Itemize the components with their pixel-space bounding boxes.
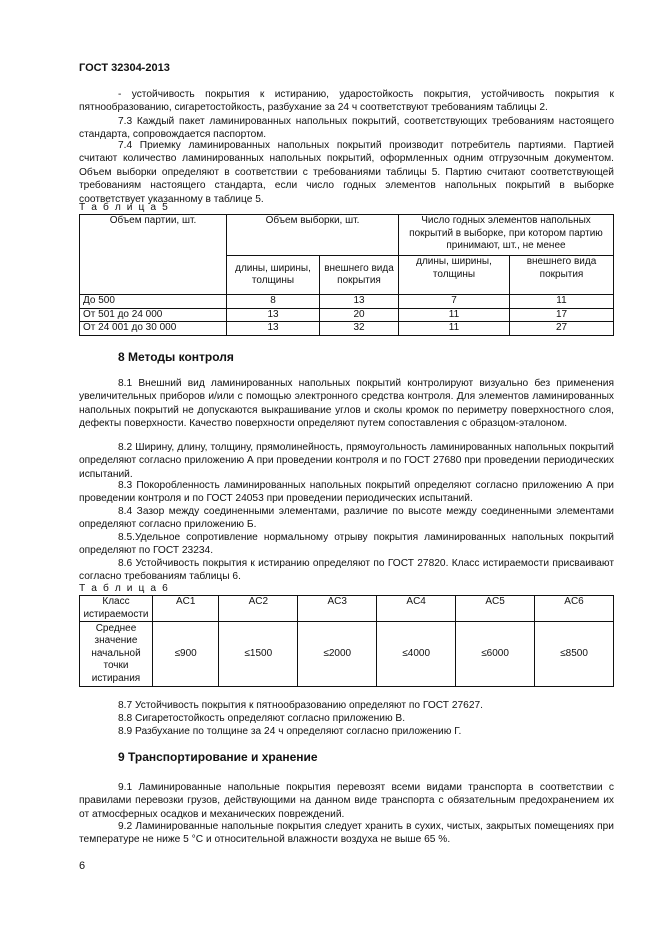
table6-header-ac3: AC3 — [298, 596, 377, 622]
table5-cell: 11 — [399, 308, 510, 322]
table-row — [80, 308, 614, 322]
table6-cell: ≤4000 — [377, 622, 456, 687]
table5-cell: 32 — [320, 322, 399, 336]
paragraph-7-4: 7.4 Приемку ламинированных напольных покрытий производит потребитель партиями. Партией считают количество ламинированных напольных покрытий, оформленных одним отгрузочным документом. Объем выборки определяют в соответствии с требованиями таблицы 5. Партию считают соответствующей требованиям настоящего стандарта, если число годных элементов напольных покрытий в выборке соответствует указанному в таблице 5. — [79, 140, 614, 205]
table5-subheader-dims2: длины, ширины, толщины — [399, 256, 510, 295]
table6-cell: ≤8500 — [535, 622, 614, 687]
table-row — [80, 295, 614, 309]
table5-cell-lot: От 24 001 до 30 000 — [80, 322, 227, 336]
table-row — [80, 622, 614, 687]
table5 — [79, 214, 614, 336]
table6-header-class: Класс истираемости — [80, 596, 153, 622]
section8-title: 8 Методы контроля — [118, 350, 234, 364]
table5-caption: Т а б л и ц а 5 — [79, 202, 170, 213]
paragraph-8-3: 8.3 Покоробленность ламинированных напольных покрытий определяют согласно приложению А при проведении контроля и по ГОСТ 24053 при проведении периодических испытаний. — [79, 480, 614, 505]
table6-cell: ≤6000 — [456, 622, 535, 687]
table6-cell: ≤2000 — [298, 622, 377, 687]
paragraph-8-4: 8.4 Зазор между соединенными элементами, различие по высоте между соединенными элементами определяют согласно приложению Б. — [79, 506, 614, 531]
table5-header-sample: Объем выборки, шт. — [227, 215, 399, 256]
table5-header-lot: Объем партии, шт. — [80, 215, 227, 295]
table6-header-ac2: AC2 — [219, 596, 298, 622]
table5-cell: 13 — [320, 295, 399, 309]
table6-row-label: Среднее значение начальной точки истирания — [80, 622, 153, 687]
page-number: 6 — [79, 860, 86, 872]
table6-header-ac6: AC6 — [535, 596, 614, 622]
table6-caption: Т а б л и ц а 6 — [79, 583, 170, 594]
paragraph-8-5: 8.5.Удельное сопротивление нормальному отрыву покрытия ламинированных напольных покрытий определяют по ГОСТ 23234. — [79, 532, 614, 557]
paragraph-8-8: 8.8 Сигаретостойкость определяют согласно приложению В. — [118, 713, 406, 724]
paragraph-9-2: 9.2 Ламинированные напольные покрытия следует хранить в сухих, чистых, закрытых помещениях при температуре не ниже 5 °С и относительной влажности воздуха не выше 65 %. — [79, 821, 614, 846]
paragraph-8-7: 8.7 Устойчивость покрытия к пятнообразованию определяют по ГОСТ 27627. — [118, 700, 483, 711]
table5-cell: 7 — [399, 295, 510, 309]
table5-cell: 13 — [227, 308, 320, 322]
paragraph-requirements: - устойчивость покрытия к истиранию, ударостойкость покрытия, устойчивость покрытия к пятнообразованию, сигаретостойкость, разбухание за 24 ч соответствуют требованиям таблицы 2. — [79, 89, 614, 114]
table5-subheader-dims: длины, ширины, толщины — [227, 256, 320, 295]
paragraph-9-1: 9.1 Ламинированные напольные покрытия перевозят всеми видами транспорта в соответствии с правилами перевозки грузов, действующими на данном виде транспорта с обязательным предохранением их от атмосферных осадков и механических повреждений. — [79, 782, 614, 820]
table6-cell: ≤1500 — [219, 622, 298, 687]
table5-cell: 13 — [227, 322, 320, 336]
paragraph-8-9: 8.9 Разбухание по толщине за 24 ч определяют согласно приложению Г. — [118, 726, 462, 737]
table5-cell: 17 — [510, 308, 614, 322]
table6-header-ac5: AC5 — [456, 596, 535, 622]
table5-cell: 20 — [320, 308, 399, 322]
table6-header-ac4: AC4 — [377, 596, 456, 622]
table5-cell-lot: От 501 до 24 000 — [80, 308, 227, 322]
table6 — [79, 595, 614, 687]
table6-cell: ≤900 — [153, 622, 219, 687]
paragraph-7-3: 7.3 Каждый пакет ламинированных напольных покрытий, соответствующих требованиям настоящего стандарта, сопровождается паспортом. — [79, 116, 614, 141]
table6-header-ac1: AC1 — [153, 596, 219, 622]
table5-cell: 11 — [510, 295, 614, 309]
table5-cell-lot: До 500 — [80, 295, 227, 309]
table5-subheader-look2: внешнего вида покрытия — [510, 256, 614, 295]
paragraph-8-6: 8.6 Устойчивость покрытия к истиранию определяют по ГОСТ 27820. Класс истираемости присваивают согласно требованиям таблицы 6. — [79, 558, 614, 583]
table5-header-good: Число годных элементов напольных покрытий в выборке, при котором партию принимают, шт., не менее — [399, 215, 614, 256]
table5-subheader-look: внешнего вида покрытия — [320, 256, 399, 295]
table5-cell: 27 — [510, 322, 614, 336]
table-row — [80, 322, 614, 336]
table5-cell: 8 — [227, 295, 320, 309]
standard-header: ГОСТ 32304-2013 — [79, 62, 170, 74]
section9-title: 9 Транспортирование и хранение — [118, 750, 318, 764]
table5-cell: 11 — [399, 322, 510, 336]
paragraph-8-1: 8.1 Внешний вид ламинированных напольных покрытий контролируют визуально без применения увеличительных приборов и/или с помощью электронного средства контроля. Для элементов ламинированных напольных покрытий не допускаются выкрашивание углов и сколы кромок по периметру поверхностного слоя, дефекты поверхности. Качество поверхности определяют путем сопоставления с образцом-эталоном. — [79, 378, 614, 430]
paragraph-8-2: 8.2 Ширину, длину, толщину, прямолинейность, прямоугольность ламинированных напольных покрытий определяют согласно приложению А при проведении контроля и по ГОСТ 27680 при проведении периодических испытаний. — [79, 442, 614, 480]
